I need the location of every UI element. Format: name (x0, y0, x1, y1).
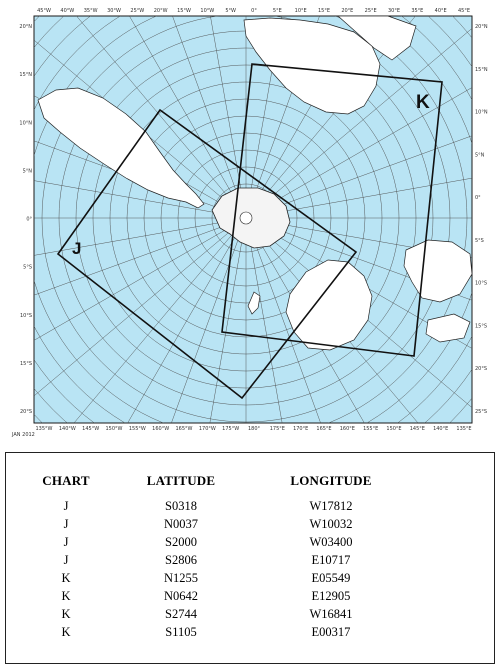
top-longitude-tick: 25°W (130, 8, 145, 14)
table-row (26, 533, 406, 551)
table-row (26, 605, 406, 623)
cell-chart: J (63, 516, 69, 531)
bottom-longitude-tick: 170°W (198, 426, 216, 432)
bottom-longitude-tick: 150°E (386, 426, 402, 432)
cell-latitude: N0642 (163, 588, 199, 603)
cell-latitude: N0037 (163, 516, 199, 531)
bottom-longitude-tick: 160°W (152, 426, 170, 432)
cell-latitude: S2744 (165, 606, 197, 621)
bottom-longitude-tick: 155°W (128, 426, 146, 432)
cell-longitude: W17812 (309, 498, 353, 513)
left-latitude-tick: 20°S (19, 409, 32, 415)
table-row (26, 515, 406, 533)
cell-chart: J (63, 498, 69, 513)
right-latitude-tick: 15°N (475, 66, 488, 73)
cell-longitude: E10717 (311, 552, 351, 567)
bottom-longitude-tick: 175°E (269, 426, 285, 432)
cell-chart: J (63, 552, 69, 567)
right-latitude-tick: 5°S (475, 237, 484, 244)
right-latitude-tick: 15°S (475, 323, 488, 330)
top-longitude-tick: 10°E (294, 8, 307, 14)
left-latitude-tick: 0° (26, 216, 32, 223)
left-latitude-tick: 15°S (19, 360, 32, 367)
chart-corner-coordinates-table (5, 452, 495, 664)
right-latitude-tick: 20°N (475, 24, 488, 30)
left-latitude-tick: 15°N (19, 72, 32, 79)
left-latitude-tick: 5°N (22, 168, 32, 175)
top-longitude-tick: 30°E (387, 8, 401, 14)
cell-latitude: N1255 (163, 570, 199, 585)
header-latitude: LATITUDE (146, 473, 216, 488)
top-longitude-tick: 5°W (225, 8, 236, 14)
table-body (26, 497, 406, 641)
header-longitude: LONGITUDE (290, 473, 372, 488)
cell-latitude: S0318 (165, 498, 197, 513)
bottom-longitude-tick: 180° (247, 426, 261, 432)
top-longitude-tick: 45°W (37, 8, 51, 14)
bottom-longitude-tick: 175°W (222, 426, 240, 432)
cell-chart: K (61, 570, 71, 585)
left-latitude-tick: 10°N (19, 120, 32, 127)
table-row (26, 569, 406, 587)
chart-k-label: K (416, 92, 430, 113)
cell-latitude: S2000 (165, 534, 197, 549)
top-longitude-tick: 20°E (341, 8, 354, 14)
bottom-longitude-tick: 160°E (339, 426, 355, 432)
right-latitude-tick: 0° (475, 195, 481, 202)
cell-latitude: S2806 (165, 552, 197, 567)
chart-j-label: J (72, 239, 82, 258)
cell-longitude: E12905 (311, 588, 351, 603)
cell-chart: J (63, 534, 69, 549)
bottom-longitude-tick: 140°E (433, 426, 449, 432)
bottom-longitude-tick: 150°W (105, 426, 123, 432)
right-latitude-tick: 20°S (475, 366, 488, 373)
left-latitude-tick: 10°S (19, 312, 32, 319)
polar-map-panel (8, 2, 496, 440)
bottom-longitude-tick: 135°E (456, 426, 472, 432)
cell-longitude: E00317 (311, 624, 351, 639)
bottom-longitude-tick: 140°W (58, 426, 76, 432)
top-longitude-tick: 40°E (434, 8, 447, 14)
coordinates-table (26, 473, 406, 641)
map-footer-note: JAN 2012 (12, 432, 35, 438)
right-latitude-tick: 25°S (475, 409, 488, 415)
cell-longitude: W03400 (309, 534, 353, 549)
top-longitude-tick: 10°W (200, 8, 215, 14)
cell-chart: K (61, 624, 71, 639)
bottom-longitude-tick: 135°W (35, 426, 53, 432)
bottom-longitude-tick: 165°W (175, 426, 193, 432)
bottom-longitude-tick: 155°E (363, 426, 379, 432)
top-longitude-tick: 45°E (457, 8, 471, 14)
right-latitude-tick: 10°N (475, 109, 488, 116)
top-longitude-tick: 5°E (272, 8, 282, 14)
left-latitude-tick: 20°N (19, 24, 32, 30)
table-row (26, 497, 406, 515)
table-row (26, 623, 406, 641)
top-longitude-tick: 15°W (177, 8, 191, 14)
right-latitude-tick: 5°N (475, 152, 485, 159)
top-longitude-tick: 30°W (107, 8, 121, 14)
table-row (26, 587, 406, 605)
top-longitude-tick: 20°W (153, 8, 168, 14)
table-header-row (26, 473, 406, 497)
bottom-longitude-tick: 170°E (293, 426, 309, 432)
table-row (26, 551, 406, 569)
cell-longitude: W16841 (309, 606, 353, 621)
top-longitude-tick: 25°E (364, 8, 377, 14)
header-chart: CHART (42, 473, 90, 488)
south-pole-marker (240, 212, 252, 224)
top-longitude-tick: 40°W (60, 8, 75, 14)
top-longitude-tick: 0° (251, 8, 257, 14)
bottom-longitude-tick: 145°E (409, 426, 425, 432)
cell-longitude: W10032 (309, 516, 353, 531)
bottom-longitude-tick: 145°W (82, 426, 100, 432)
top-longitude-tick: 15°E (317, 8, 331, 14)
bottom-longitude-tick: 165°E (316, 426, 332, 432)
right-latitude-tick: 10°S (475, 280, 488, 287)
cell-latitude: S1105 (165, 624, 197, 639)
cell-longitude: E05549 (311, 570, 351, 585)
left-latitude-tick: 5°S (23, 264, 32, 271)
top-longitude-tick: 35°W (83, 8, 98, 14)
cell-chart: K (61, 606, 71, 621)
antarctic-chart-map (8, 2, 496, 440)
cell-chart: K (61, 588, 71, 603)
top-longitude-tick: 35°E (411, 8, 424, 14)
